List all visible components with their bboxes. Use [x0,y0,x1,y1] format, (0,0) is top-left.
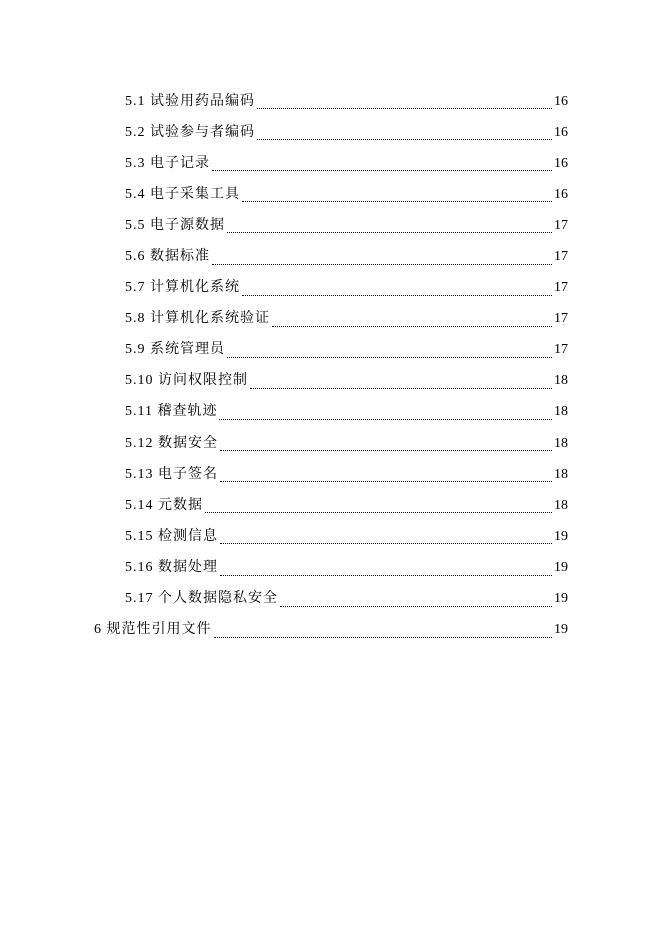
toc-leader-dots [257,108,552,109]
toc-leader-dots [227,232,552,233]
table-of-contents [0,86,662,646]
toc-leader-dots [214,637,553,638]
toc-leader-dots [280,606,552,607]
toc-entry-5-10[interactable] [0,366,662,397]
toc-entry-5-11[interactable] [0,397,662,428]
toc-entry-5-4[interactable] [0,179,662,210]
toc-entry-5-6[interactable] [0,241,662,272]
toc-entry-page: 17 [554,217,568,233]
toc-entry-page: 19 [554,559,568,575]
toc-entry-title: 5.7 计算机化系统 [125,280,240,296]
toc-leader-dots [257,139,552,140]
toc-leader-dots [212,264,552,265]
toc-entry-page: 17 [554,311,568,327]
toc-entry-page: 19 [554,622,568,638]
toc-leader-dots [220,543,552,544]
toc-leader-dots [220,575,552,576]
toc-entry-5-12[interactable] [0,428,662,459]
toc-entry-title: 5.3 电子记录 [125,155,210,171]
toc-entry-6[interactable] [0,615,662,646]
toc-entry-5-8[interactable] [0,304,662,335]
toc-entry-title: 5.12 数据安全 [125,435,218,451]
toc-entry-title: 5.6 数据标准 [125,249,210,265]
toc-entry-5-14[interactable] [0,490,662,521]
toc-entry-title: 5.13 电子签名 [125,466,218,482]
toc-entry-page: 16 [554,186,568,202]
toc-entry-page: 16 [554,124,568,140]
toc-entry-title: 5.10 访问权限控制 [125,373,248,389]
toc-leader-dots [212,170,552,171]
toc-entry-page: 18 [554,404,568,420]
toc-entry-title: 5.8 计算机化系统验证 [125,311,270,327]
toc-entry-5-13[interactable] [0,459,662,490]
toc-entry-title: 5.15 检测信息 [125,528,218,544]
toc-entry-5-16[interactable] [0,552,662,583]
toc-leader-dots [219,419,552,420]
toc-entry-5-3[interactable] [0,148,662,179]
toc-entry-page: 17 [554,280,568,296]
toc-entry-5-17[interactable] [0,584,662,615]
toc-entry-title: 5.9 系统管理员 [125,342,225,358]
toc-entry-title: 6 规范性引用文件 [94,622,212,638]
toc-entry-page: 16 [554,155,568,171]
toc-entry-title: 5.16 数据处理 [125,559,218,575]
toc-leader-dots [227,357,552,358]
toc-entry-page: 18 [554,497,568,513]
toc-entry-page: 18 [554,435,568,451]
toc-leader-dots [205,512,552,513]
toc-entry-5-2[interactable] [0,117,662,148]
toc-entry-title: 5.5 电子源数据 [125,217,225,233]
toc-leader-dots [220,481,552,482]
toc-entry-5-1[interactable] [0,86,662,117]
toc-entry-title: 5.1 试验用药品编码 [125,93,255,109]
toc-entry-page: 19 [554,591,568,607]
toc-entry-title: 5.2 试验参与者编码 [125,124,255,140]
toc-entry-title: 5.4 电子采集工具 [125,186,240,202]
toc-entry-page: 18 [554,466,568,482]
toc-leader-dots [220,450,552,451]
toc-entry-page: 17 [554,249,568,265]
toc-entry-5-15[interactable] [0,521,662,552]
toc-entry-5-7[interactable] [0,273,662,304]
toc-entry-5-5[interactable] [0,210,662,241]
toc-entry-page: 17 [554,342,568,358]
toc-leader-dots [242,295,552,296]
toc-entry-title: 5.17 个人数据隐私安全 [125,591,278,607]
toc-entry-5-9[interactable] [0,335,662,366]
toc-entry-title: 5.11 稽查轨迹 [125,404,218,420]
toc-leader-dots [272,326,552,327]
toc-entry-page: 19 [554,528,568,544]
toc-entry-page: 18 [554,373,568,389]
toc-entry-title: 5.14 元数据 [125,497,203,513]
toc-leader-dots [250,388,552,389]
toc-leader-dots [242,201,552,202]
toc-entry-page: 16 [554,93,568,109]
